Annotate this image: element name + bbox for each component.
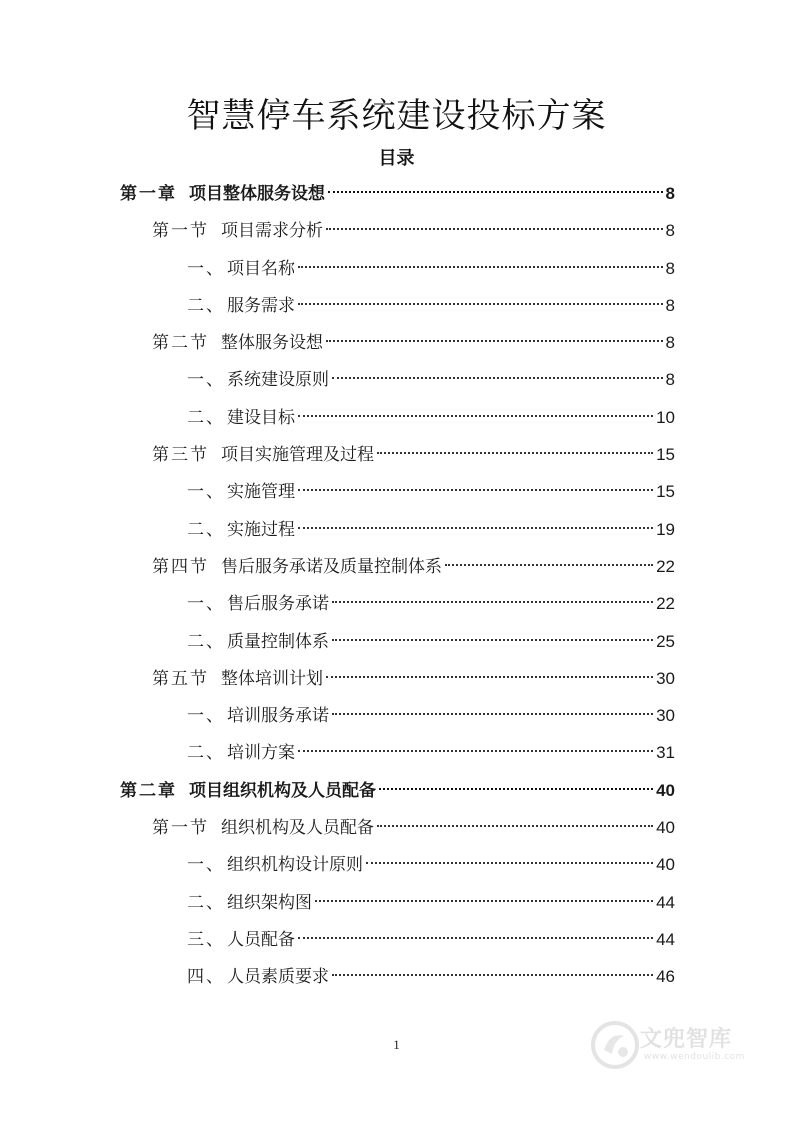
toc-entry-number: 一、 [187,370,225,391]
toc-entry[interactable] [120,436,675,473]
toc-entry-number: 第二节 [152,333,209,354]
toc-entry[interactable] [120,324,675,361]
toc-entry-text: 售后服务承诺及质量控制体系 [221,556,442,577]
toc-entry[interactable] [120,287,675,324]
toc-entry[interactable] [120,548,675,585]
toc-entry[interactable] [120,250,675,287]
toc-entry-text: 项目实施管理及过程 [221,445,374,466]
toc-page-number: 40 [656,818,675,838]
toc-leader-dots [298,303,663,305]
toc-entry-number: 一、 [187,855,225,876]
toc-leader-dots [298,489,653,491]
toc-entry-text: 组织机构及人员配备 [221,818,374,839]
toc-entry[interactable] [120,884,675,921]
toc-page-number: 44 [656,929,675,949]
toc-page-number: 8 [665,295,675,315]
toc-page-number: 30 [656,668,675,688]
toc-entry-label [187,362,329,399]
toc-entry-number: 第一节 [152,818,209,839]
toc-entry-number: 二、 [187,295,225,316]
toc-entry-label [187,698,329,735]
toc-entry-number: 二、 [187,631,225,652]
toc-entry[interactable] [120,212,675,249]
toc-entry-number: 二、 [187,743,225,764]
toc-leader-dots [332,974,653,976]
toc-entry-text: 实施过程 [227,519,295,540]
toc-entry-number: 第一节 [152,221,209,242]
toc-entry-number: 三、 [187,929,225,950]
toc-entry-text: 项目整体服务设想 [189,184,325,204]
toc-leader-dots [328,191,663,193]
toc-entry-label [187,624,329,661]
toc-entry-number: 一、 [187,706,225,727]
toc-leader-dots [298,266,663,268]
toc-entry[interactable] [120,511,675,548]
toc-entry-number: 第四节 [152,556,209,577]
watermark-text: 文兜智库 [640,1027,733,1052]
page-number: 1 [393,1037,400,1052]
toc-entry-label [187,959,329,996]
toc-entry-text: 项目组织机构及人员配备 [189,780,376,801]
toc-heading: 目录 [378,148,415,169]
toc-entry-label [152,810,374,847]
toc-page-number: 25 [656,631,675,651]
toc-entry[interactable] [120,772,675,809]
toc-leader-dots [332,713,653,715]
toc-entry-number: 四、 [187,967,225,988]
toc-entry[interactable] [120,809,675,846]
toc-entry-text: 培训服务承诺 [227,706,329,727]
toc-leader-dots [326,340,663,342]
toc-leader-dots [326,676,653,678]
toc-leader-dots [377,825,653,827]
toc-entry-number: 一、 [187,482,225,503]
toc-entry-label [187,922,295,959]
toc-entry-label [187,885,312,922]
toc-entry[interactable] [120,361,675,398]
toc-entry[interactable] [120,921,675,958]
toc-leader-dots [315,900,653,902]
toc-entry-label [120,773,376,810]
toc-page-number: 46 [656,967,675,987]
watermark-logo-icon [590,1020,640,1070]
toc-page-number: 44 [656,892,675,912]
toc-entry-text: 实施管理 [227,482,295,503]
toc-entry-number: 第一章 [120,184,177,204]
document-title: 智慧停车系统建设投标方案 [186,96,607,136]
toc-page-number: 8 [665,221,675,241]
toc-leader-dots [332,601,653,603]
toc-entry-label [187,847,363,884]
toc-leader-dots [298,415,653,417]
toc-entry-label [187,474,295,511]
toc-leader-dots [332,377,663,379]
toc-leader-dots [298,750,653,752]
toc-page-number: 22 [656,594,675,614]
table-of-contents [120,175,675,996]
toc-page-number: 8 [665,370,675,390]
toc-entry-number: 二、 [187,519,225,540]
toc-leader-dots [445,564,653,566]
toc-entry[interactable] [120,473,675,510]
toc-entry-label [187,400,295,437]
toc-page-number: 10 [656,407,675,427]
toc-page-number: 19 [656,519,675,539]
toc-leader-dots [379,788,653,790]
toc-entry-number: 二、 [187,892,225,913]
toc-entry[interactable] [120,175,675,212]
toc-entry-number: 一、 [187,594,225,615]
toc-entry-text: 整体培训计划 [221,668,323,689]
toc-entry-label [152,213,323,250]
toc-entry-label [120,176,325,213]
watermark [590,1018,760,1078]
toc-entry[interactable] [120,846,675,883]
toc-entry-label [187,512,295,549]
toc-entry[interactable] [120,958,675,995]
toc-entry-text: 人员配备 [227,929,295,950]
toc-page-number: 8 [665,333,675,353]
toc-page-number: 15 [656,445,675,465]
toc-page-number: 40 [656,855,675,875]
watermark-url: www.wendoulib.com [644,1052,745,1062]
toc-entry-text: 培训方案 [227,743,295,764]
toc-entry-number: 第二章 [120,780,177,801]
toc-entry[interactable] [120,623,675,660]
toc-entry-number: 二、 [187,407,225,428]
toc-page-number: 15 [656,482,675,502]
toc-entry-label [152,437,374,474]
toc-entry-text: 建设目标 [227,407,295,428]
toc-leader-dots [298,527,653,529]
toc-leader-dots [366,862,653,864]
toc-entry[interactable] [120,399,675,436]
toc-leader-dots [326,228,663,230]
toc-leader-dots [332,639,653,641]
toc-entry-label [187,288,295,325]
toc-entry-label [187,586,329,623]
toc-entry-label [152,325,323,362]
toc-page-number: 8 [665,184,675,203]
toc-entry[interactable] [120,660,675,697]
toc-page-number: 31 [656,743,675,763]
toc-page-number: 22 [656,556,675,576]
toc-entry-number: 第三节 [152,445,209,466]
toc-entry-text: 项目名称 [227,258,295,279]
toc-entry-label [152,661,323,698]
toc-entry-text: 项目需求分析 [221,221,323,242]
toc-entry-text: 质量控制体系 [227,631,329,652]
toc-entry[interactable] [120,697,675,734]
toc-entry-text: 组织架构图 [227,892,312,913]
toc-leader-dots [298,937,653,939]
toc-entry-text: 售后服务承诺 [227,594,329,615]
toc-entry-label [152,549,442,586]
toc-entry-number: 一、 [187,258,225,279]
toc-entry[interactable] [120,734,675,771]
toc-page-number: 30 [656,706,675,726]
toc-entry-label [187,251,295,288]
toc-entry[interactable] [120,585,675,622]
toc-page-number: 8 [665,258,675,278]
toc-entry-label [187,735,295,772]
toc-page-number: 40 [656,780,675,800]
toc-leader-dots [377,452,653,454]
toc-entry-text: 组织机构设计原则 [227,855,363,876]
toc-entry-text: 服务需求 [227,295,295,316]
toc-entry-text: 整体服务设想 [221,333,323,354]
toc-entry-text: 人员素质要求 [227,967,329,988]
toc-entry-text: 系统建设原则 [227,370,329,391]
toc-entry-number: 第五节 [152,668,209,689]
